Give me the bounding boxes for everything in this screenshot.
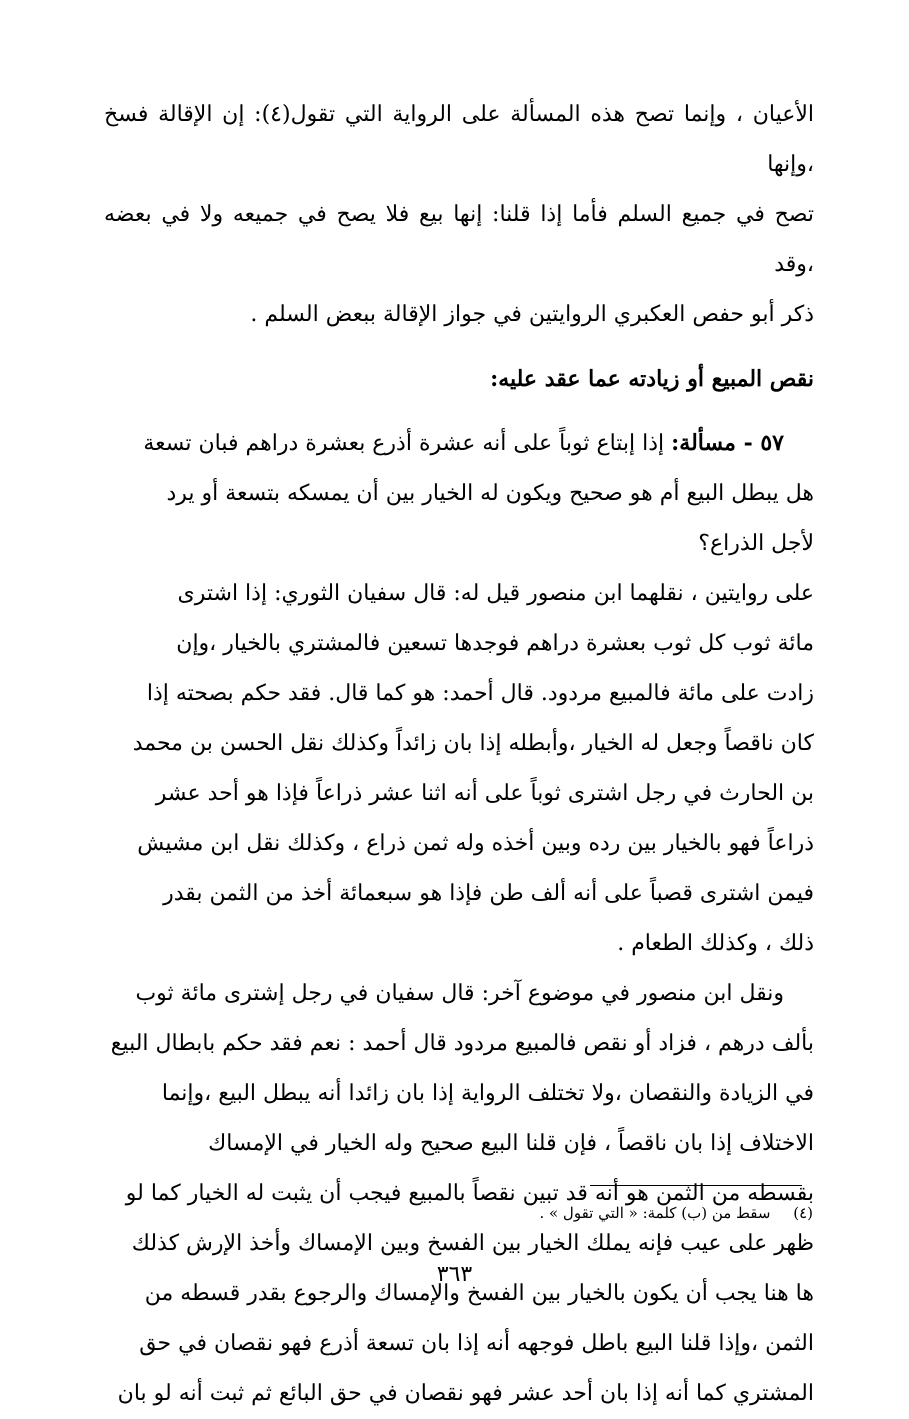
text-line: في الزيادة والنقصان ،ولا تختلف الرواية إذا بان زائدا أنه يبطل البيع ،وإنما <box>161 1081 814 1106</box>
issue-text: إذا إبتاع ثوباً على أنه عشرة أذرع بعشرة دراهم فبان تسعة <box>143 431 665 456</box>
text-line: كان ناقصاً وجعل له الخيار ،وأبطله إذا بان زائداً وكذلك نقل الحسن بن محمد <box>132 731 814 756</box>
text-line: بألف درهم ، فزاد أو نقص فالمبيع مردود قال أحمد : نعم فقد حكم بابطال البيع <box>110 1031 814 1056</box>
text-line: بقسطه من الثمن هو أنه قد تبين نقصاً بالمبيع فيجب أن يثبت له الخيار كما لو <box>125 1181 814 1206</box>
text-line: الثمن ،وإذا قلنا البيع باطل فوجهه أنه إذا بان تسعة أذرع فهو نقصان في حق <box>139 1331 814 1356</box>
paragraph-2 <box>104 569 814 969</box>
footnote-number: (٤) <box>793 1204 813 1222</box>
paragraph-3 <box>104 969 814 1419</box>
text-line: ونقل ابن منصور في موضوع آخر: قال سفيان في رجل إشترى مائة ثوب <box>135 981 784 1006</box>
section-heading: نقص المبيع أو زيادته عما عقد عليه: <box>490 366 814 392</box>
text-line: ذكر أبو حفص العكبري الروايتين في جواز الإقالة ببعض السلم . <box>250 302 814 327</box>
page-number: ٣٦٣ <box>436 1262 473 1287</box>
text-line: ظهر على عيب فإنه يملك الخيار بين الفسخ وبين الإمساك وأخذ الإرش كذلك <box>131 1231 814 1256</box>
text-line: زادت على مائة فالمبيع مردود. قال أحمد: هو كما قال. فقد حكم بصحته إذا <box>146 681 814 706</box>
footnote-text: سقط من (ب) كلمة: « التي تقول » . <box>539 1204 771 1222</box>
text-line: المشتري كما أنه إذا بان أحد عشر فهو نقصان في حق البائع ثم ثبت أنه لو بان <box>117 1381 814 1406</box>
text-line: تصح في جميع السلم فأما إذا قلنا: إنها بيع فلا يصح في جميعه ولا في بعضه ،وقد <box>104 202 814 277</box>
issue-paragraph <box>104 418 814 569</box>
paragraph-1 <box>104 90 814 340</box>
footnote <box>539 1204 813 1222</box>
text-line: مائة ثوب كل ثوب بعشرة دراهم فوجدها تسعين فالمشتري بالخيار ،وإن <box>176 631 814 656</box>
text-line: لأجل الذراع؟ <box>698 531 814 556</box>
text-line: بن الحارث في رجل اشترى ثوباً على أنه اثنا عشر ذراعاً فإذا هو أحد عشر <box>155 781 814 806</box>
text-line: ذلك ، وكذلك الطعام . <box>617 931 814 956</box>
text-line <box>104 418 814 469</box>
text-line: على روايتين ، نقلهما ابن منصور قيل له: قال سفيان الثوري: إذا اشترى <box>177 581 814 606</box>
text-line: ها هنا يجب أن يكون بالخيار بين الفسخ والإمساك والرجوع بقدر قسطه من <box>144 1281 814 1306</box>
footnote-separator <box>590 1185 802 1186</box>
issue-number: ٥٧ - مسألة: <box>671 430 784 456</box>
text-line: الاختلاف إذا بان ناقصاً ، فإن قلنا البيع صحيح وله الخيار في الإمساك <box>208 1131 814 1156</box>
text-line: ذراعاً فهو بالخيار بين رده وبين أخذه وله ثمن ذراع ، وكذلك نقل ابن مشيش <box>137 831 814 856</box>
text-line: هل يبطل البيع أم هو صحيح ويكون له الخيار بين أن يمسكه بتسعة أو يرد <box>166 481 814 506</box>
text-line: فيمن اشترى قصباً على أنه ألف طن فإذا هو سبعمائة أخذ من الثمن بقدر <box>163 881 814 906</box>
text-line: الأعيان ، وإنما تصح هذه المسألة على الرواية التي تقول(٤): إن الإقالة فسخ ،وإنها <box>104 102 814 177</box>
